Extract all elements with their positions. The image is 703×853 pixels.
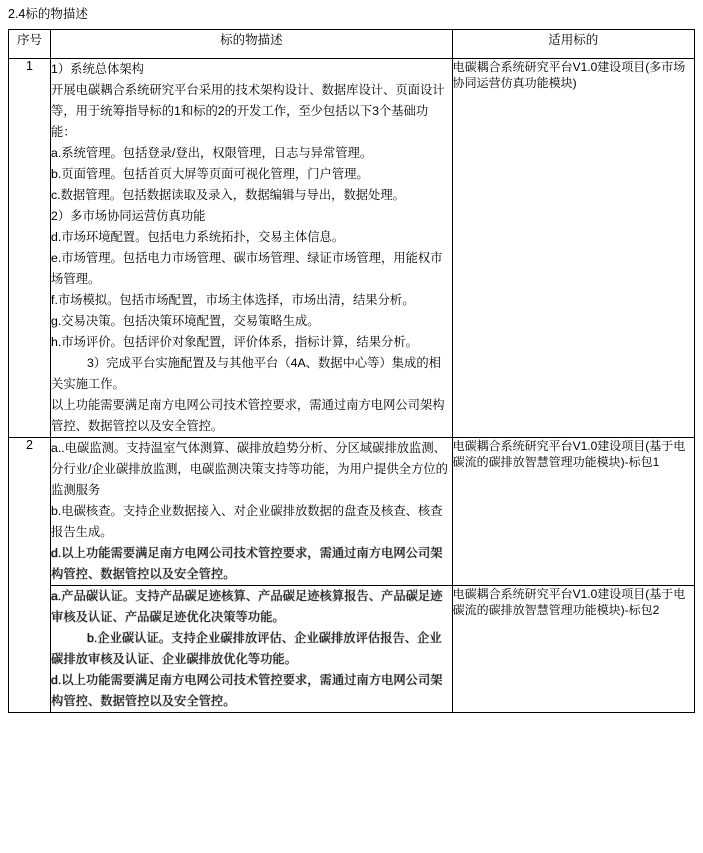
- description-line: 开展电碳耦合系统研究平台采用的技术架构设计、数据库设计、页面设计等，用于统筹指导标的1和标的2的开发工作，至少包括以下3个基础功能：: [51, 83, 445, 139]
- description-line: 1）系统总体架构: [51, 62, 144, 76]
- row-description: [51, 59, 453, 438]
- page-title: 2.4标的物描述: [8, 7, 88, 21]
- description-line: d.以上功能需要满足南方电网公司技术管控要求，需通过南方电网公司架构管控、数据管控以及安全管控。: [51, 546, 443, 581]
- table-row: [9, 586, 695, 713]
- description-line: d.市场环境配置。包括电力系统拓扑，交易主体信息。: [51, 230, 345, 244]
- description-line: a.产品碳认证。支持产品碳足迹核算、产品碳足迹核算报告、产品碳足迹审核及认证、产品碳足迹优化决策等功能。: [51, 589, 443, 624]
- description-line: a.系统管理。包括登录/登出，权限管理，日志与异常管理。: [51, 146, 373, 160]
- description-line: d.以上功能需要满足南方电网公司技术管控要求，需通过南方电网公司架构管控、数据管控以及安全管控。: [51, 673, 443, 708]
- column-header-description: 标的物描述: [51, 30, 453, 59]
- description-line: 2）多市场协同运营仿真功能: [51, 209, 206, 223]
- table-row: [9, 59, 695, 438]
- description-line: h.市场评价。包括评价对象配置，评价体系，指标计算，结果分析。: [51, 335, 418, 349]
- description-line: a..电碳监测。支持温室气体测算、碳排放趋势分析、分区域碳排放监测、分行业/企业碳排放监测，电碳监测决策支持等功能，为用户提供全方位的监测服务: [51, 441, 448, 497]
- description-line: 3）完成平台实施配置及与其他平台（4A、数据中心等）集成的相关实施工作。: [51, 356, 441, 391]
- row-target: 电碳耦合系统研究平台V1.0建设项目(基于电碳流的碳排放智慧管理功能模块)-标包1: [452, 438, 694, 586]
- table-header: [9, 30, 695, 59]
- row-number: 1: [9, 59, 51, 438]
- column-header-no: 序号: [9, 30, 51, 59]
- description-line: b.页面管理。包括首页大屏等页面可视化管理，门户管理。: [51, 167, 369, 181]
- table-row: [9, 438, 695, 586]
- row-description: [51, 438, 453, 586]
- row-description: [51, 586, 453, 713]
- description-line: b.企业碳认证。支持企业碳排放评估、企业碳排放评估报告、企业碳排放审核及认证、企业碳排放优化等功能。: [51, 631, 442, 666]
- row-target: 电碳耦合系统研究平台V1.0建设项目(多市场协同运营仿真功能模块): [452, 59, 694, 438]
- description-line: c.数据管理。包括数据读取及录入，数据编辑与导出，数据处理。: [51, 188, 405, 202]
- subject-matter-table: [8, 29, 695, 713]
- description-line: b.电碳核查。支持企业数据接入、对企业碳排放数据的盘查及核查、核查报告生成。: [51, 504, 443, 539]
- table-header-row: [9, 30, 695, 59]
- description-line: f.市场模拟。包括市场配置，市场主体选择，市场出清，结果分析。: [51, 293, 415, 307]
- column-header-target: 适用标的: [452, 30, 694, 59]
- description-line: e.市场管理。包括电力市场管理、碳市场管理、绿证市场管理，用能权市场管理。: [51, 251, 443, 286]
- row-target: 电碳耦合系统研究平台V1.0建设项目(基于电碳流的碳排放智慧管理功能模块)-标包2: [452, 586, 694, 713]
- description-line: 以上功能需要满足南方电网公司技术管控要求，需通过南方电网公司架构管控、数据管控以及安全管控。: [51, 398, 445, 433]
- description-line: g.交易决策。包括决策环境配置，交易策略生成。: [51, 314, 320, 328]
- table-body: [9, 59, 695, 713]
- row-number: 2: [9, 438, 51, 713]
